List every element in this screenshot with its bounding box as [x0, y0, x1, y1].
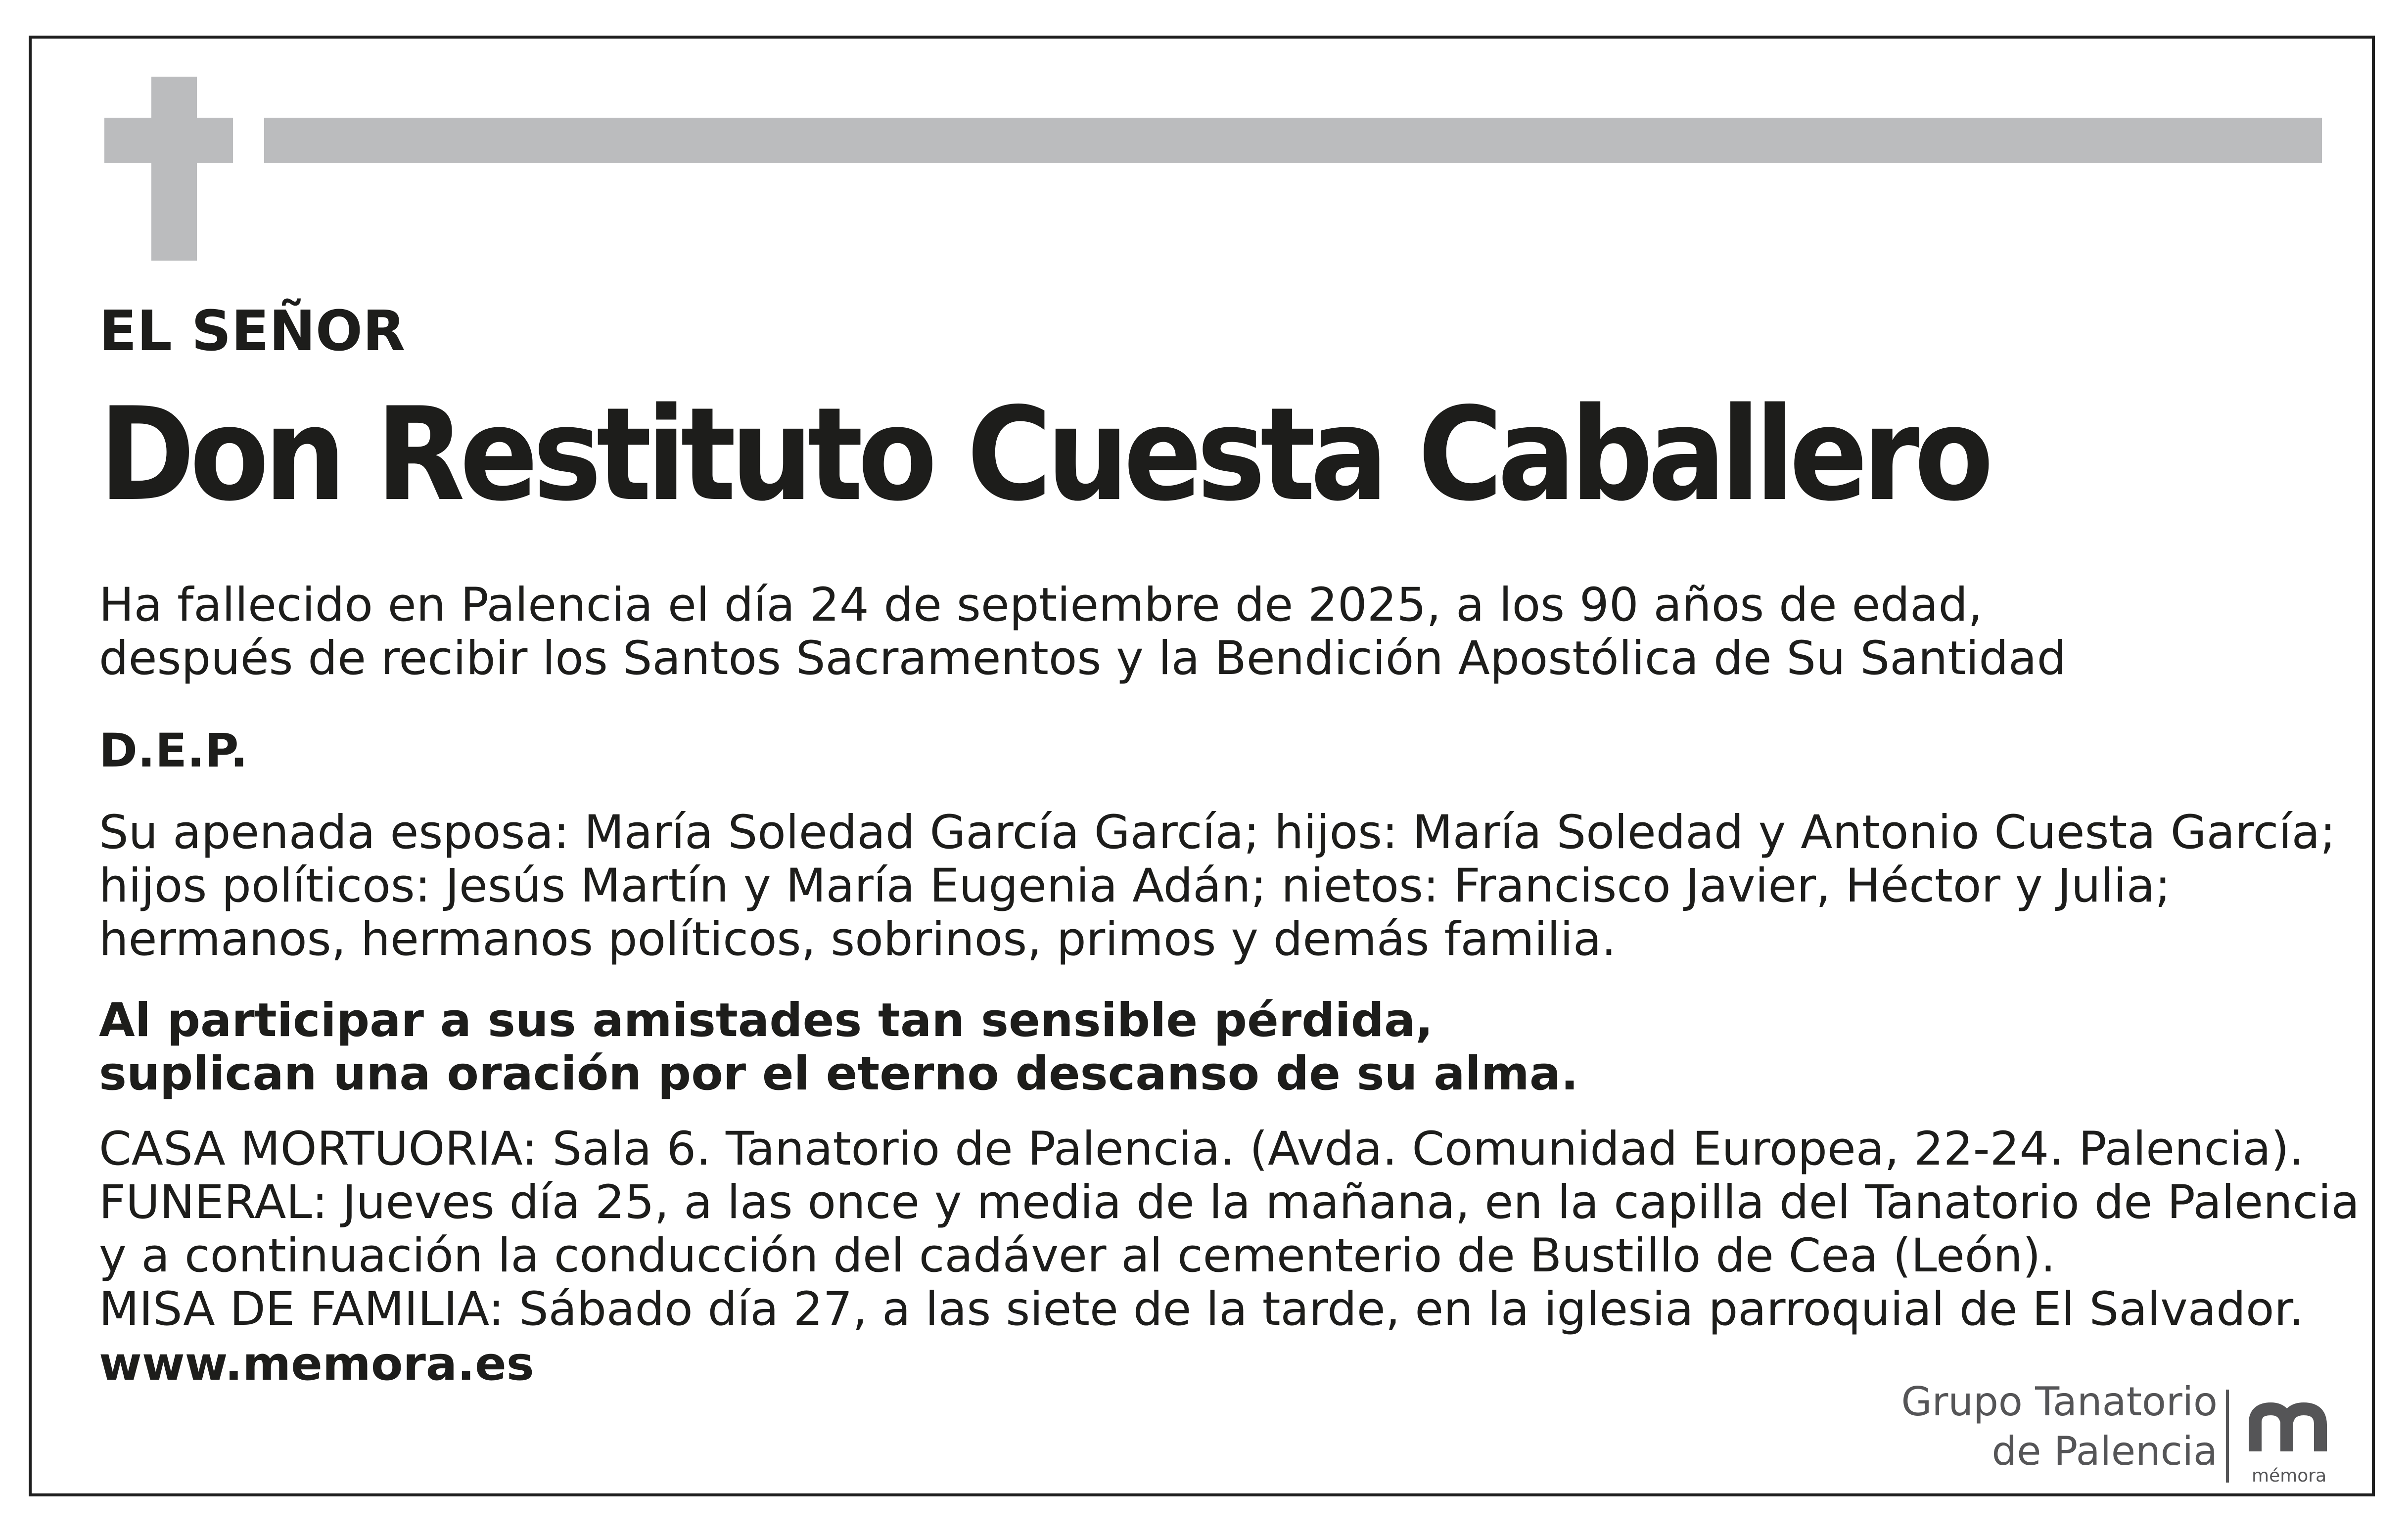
family-line: hijos políticos: Jesús Martín y María Eugenia Adán; nietos: Francisco Javier, Héctor y Julia; — [99, 859, 2171, 913]
info-line: FUNERAL: Jueves día 25, a las once y media de la mañana, en la capilla del Tanatorio de Palencia — [99, 1175, 2360, 1229]
info-line: y a continuación la conducción del cadáver al cementerio de Bustillo de Cea (León). — [99, 1229, 2056, 1283]
service-info — [99, 1123, 2360, 1336]
logo-divider — [2226, 1390, 2229, 1483]
family-line: Su apenada esposa: María Soledad García García; hijos: María Soledad y Antonio Cuesta García; — [99, 806, 2336, 859]
family-line: hermanos, hermanos políticos, sobrinos, primos y demás familia. — [99, 912, 1617, 966]
closing-paragraph — [99, 994, 1578, 1101]
closing-line: Al participar a sus amistades tan sensible pérdida, — [99, 993, 1434, 1047]
deceased-name: Don Restituto Cuesta Caballero — [99, 380, 1989, 530]
intro-line: después de recibir los Santos Sacramentos y la Bendición Apostólica de Su Santidad — [99, 631, 2067, 685]
cross-vertical-bar — [151, 77, 197, 261]
title-pretitle: EL SEÑOR — [99, 299, 406, 363]
intro-line: Ha fallecido en Palencia el día 24 de septiembre de 2025, a los 90 años de edad, — [99, 578, 1983, 632]
closing-line: suplican una oración por el eterno descanso de su alma. — [99, 1047, 1579, 1101]
family-paragraph — [99, 806, 2336, 966]
website-link[interactable]: www.memora.es — [99, 1337, 534, 1391]
intro-paragraph — [99, 579, 2066, 685]
cross-horizontal-bar — [104, 118, 233, 163]
info-line: CASA MORTUORIA: Sala 6. Tanatorio de Palencia. (Avda. Comunidad Europea, 22-24. Palencia). — [99, 1122, 2304, 1176]
org-line: Grupo Tanatorio — [1901, 1379, 2218, 1425]
memora-logo-icon — [2248, 1402, 2329, 1459]
dep-label: D.E.P. — [99, 724, 248, 778]
logo-wordmark: mémora — [2252, 1466, 2327, 1486]
header-rule — [264, 118, 2322, 163]
funeral-home-name — [1901, 1377, 2218, 1476]
info-line: MISA DE FAMILIA: Sábado día 27, a las siete de la tarde, en la iglesia parroquial de El Salvador. — [99, 1282, 2304, 1336]
org-line: de Palencia — [1991, 1428, 2218, 1474]
